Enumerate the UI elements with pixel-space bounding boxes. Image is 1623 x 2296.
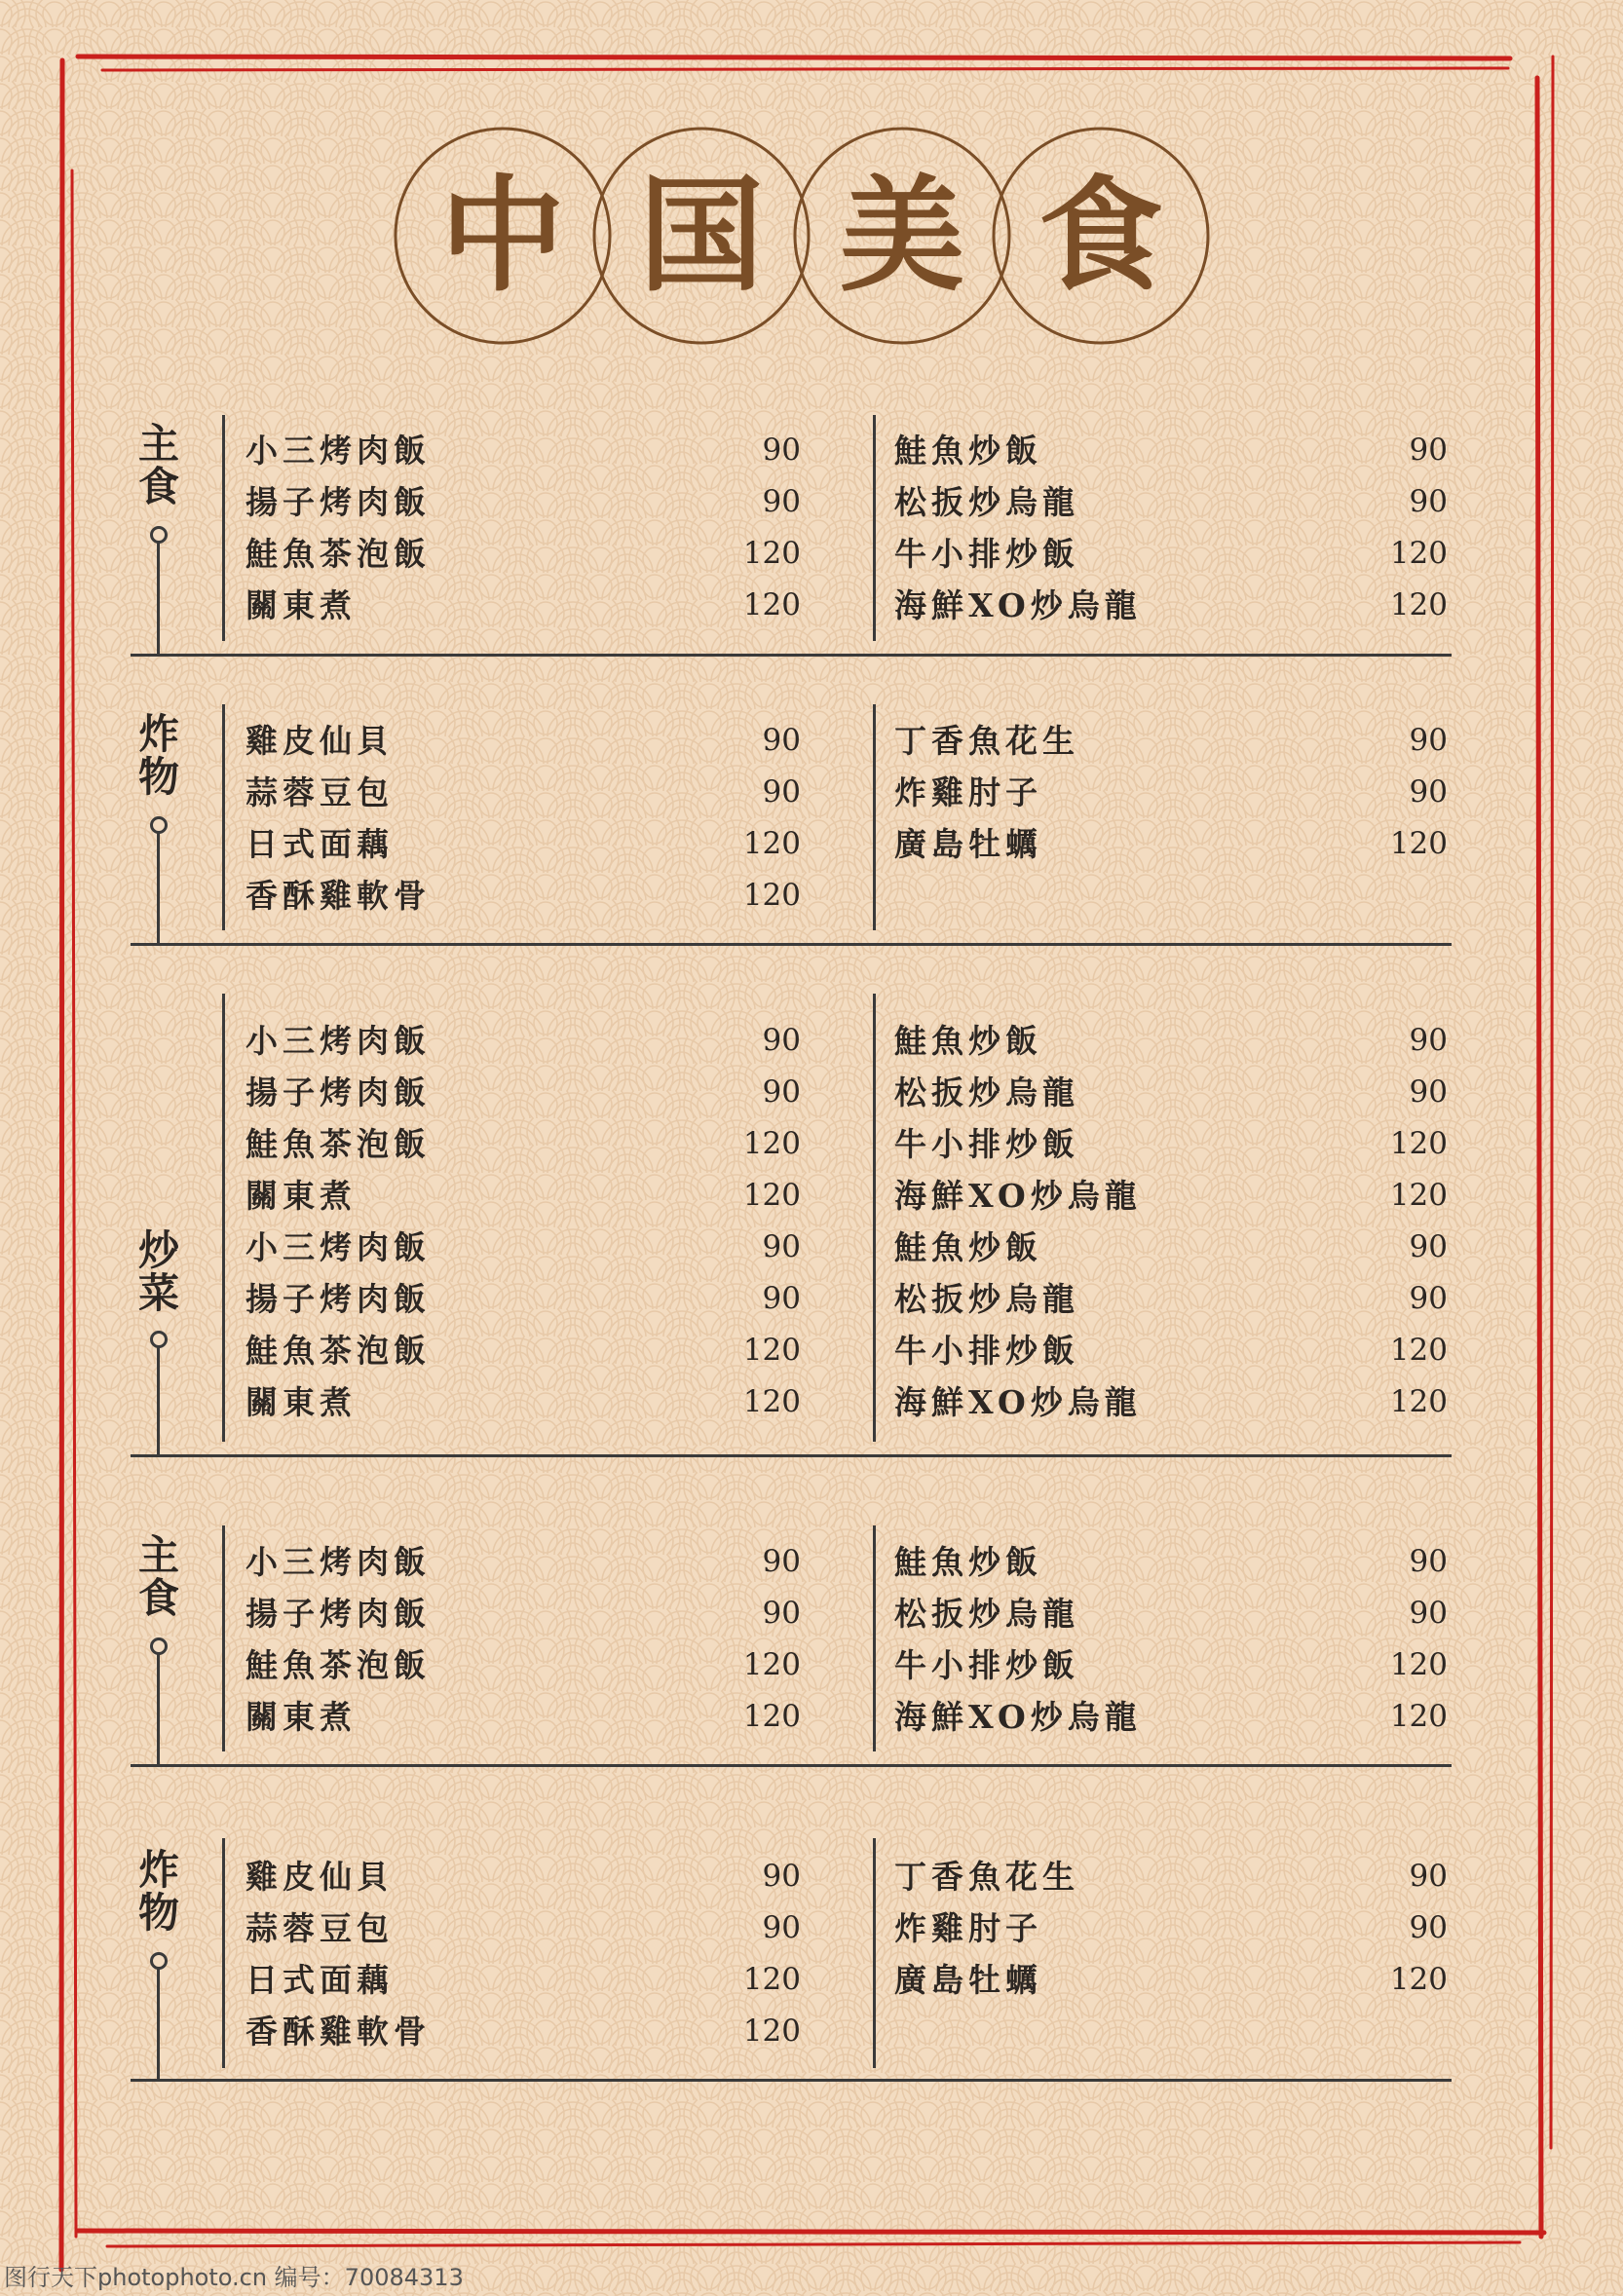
menu-item — [245, 1851, 801, 1902]
menu-item-price: 120 — [742, 1962, 801, 1997]
column-divider — [222, 1838, 225, 2068]
category-stem-line — [157, 1347, 160, 1457]
menu-item-price: 120 — [1389, 587, 1448, 622]
menu-item — [245, 767, 801, 818]
menu-item-name: 鮭魚炒飯 — [894, 1228, 1042, 1266]
menu-item — [245, 1067, 801, 1118]
menu-item-price: 120 — [742, 2014, 801, 2049]
menu-item-price: 90 — [762, 1910, 801, 1945]
menu-item-name: 鮭魚茶泡飯 — [245, 535, 431, 573]
menu-item-name: 揚子烤肉飯 — [245, 483, 431, 521]
category-label — [131, 420, 187, 510]
menu-item-name: 揚子烤肉飯 — [245, 1280, 431, 1318]
menu-item — [245, 870, 801, 922]
menu-item — [894, 1376, 1448, 1428]
menu-item — [894, 1851, 1448, 1902]
menu-item-price: 90 — [1409, 433, 1448, 468]
menu-item — [245, 528, 801, 580]
menu-item-price: 120 — [1389, 1178, 1448, 1213]
menu-item — [245, 1902, 801, 1954]
category-char: 食 — [137, 1574, 179, 1622]
menu-item — [894, 1222, 1448, 1273]
menu-item-price: 90 — [1409, 774, 1448, 809]
menu-item-price: 120 — [742, 878, 801, 913]
column-divider — [873, 415, 876, 641]
menu-item-name: 牛小排炒飯 — [894, 1125, 1079, 1163]
menu-item-name: 香酥雞軟骨 — [245, 877, 431, 915]
menu-item — [894, 1691, 1448, 1743]
menu-item-price: 90 — [1409, 1281, 1448, 1316]
category-char: 菜 — [137, 1269, 179, 1317]
menu-item-name: 丁香魚花生 — [894, 1858, 1079, 1896]
menu-section — [131, 704, 1452, 946]
watermark-text: 图行天下photophoto.cn 编号：70084313 — [4, 2264, 464, 2291]
menu-item — [245, 1954, 801, 2006]
menu-section — [131, 1525, 1452, 1767]
column-divider — [873, 1525, 876, 1751]
title-char: 美 — [839, 163, 964, 309]
menu-item-price: 120 — [1389, 1333, 1448, 1368]
menu-item — [894, 1067, 1448, 1118]
menu-item-price: 90 — [1409, 1229, 1448, 1264]
menu-item-name: 小三烤肉飯 — [245, 432, 431, 470]
column-divider — [873, 704, 876, 930]
menu-item-price: 90 — [762, 1229, 801, 1264]
menu-item-name: 日式面藕 — [245, 1961, 394, 1999]
menu-item-name: 關東煮 — [245, 1177, 357, 1215]
menu-item-name: 蒜蓉豆包 — [245, 1909, 394, 1947]
menu-item-name: 海鮮XO炒烏龍 — [894, 586, 1142, 624]
menu-item-price: 90 — [762, 723, 801, 758]
category-label — [131, 1226, 187, 1317]
menu-item — [245, 1376, 801, 1428]
menu-item-price: 120 — [742, 1333, 801, 1368]
menu-item — [894, 1170, 1448, 1222]
menu-item-price: 120 — [1389, 826, 1448, 861]
menu-item-price: 120 — [742, 1647, 801, 1682]
menu-item-name: 鮭魚茶泡飯 — [245, 1332, 431, 1370]
menu-item-name: 松扳炒烏龍 — [894, 483, 1079, 521]
menu-item-name: 小三烤肉飯 — [245, 1543, 431, 1581]
menu-item-price: 120 — [742, 587, 801, 622]
menu-item-price: 90 — [762, 1596, 801, 1631]
menu-item — [894, 1588, 1448, 1639]
menu-item-name: 海鮮XO炒烏龍 — [894, 1177, 1142, 1215]
category-char: 炸 — [137, 1846, 179, 1894]
category-ring-marker — [150, 1331, 168, 1348]
category-ring-marker — [150, 526, 168, 544]
column-divider — [222, 704, 225, 930]
menu-item-price: 120 — [1389, 1384, 1448, 1419]
menu-item-price: 120 — [742, 826, 801, 861]
menu-item-name: 鮭魚炒飯 — [894, 1543, 1042, 1581]
column-divider — [222, 994, 225, 1442]
menu-item-name: 揚子烤肉飯 — [245, 1595, 431, 1633]
section-divider — [131, 1764, 1452, 1767]
menu-title — [394, 123, 1214, 349]
menu-item-price: 120 — [1389, 1647, 1448, 1682]
category-char: 主 — [137, 1531, 179, 1579]
menu-section — [131, 415, 1452, 657]
column-divider — [873, 1838, 876, 2068]
menu-item — [894, 1954, 1448, 2006]
menu-item-name: 鮭魚茶泡飯 — [245, 1125, 431, 1163]
menu-item-price: 90 — [762, 484, 801, 519]
menu-item — [894, 1015, 1448, 1067]
column-divider — [222, 1525, 225, 1751]
menu-item-price: 90 — [1409, 1596, 1448, 1631]
menu-item-price: 120 — [742, 1699, 801, 1734]
menu-item — [245, 1170, 801, 1222]
menu-item — [894, 818, 1448, 870]
menu-item-name: 廣島牡蠣 — [894, 1961, 1042, 1999]
menu-item — [894, 580, 1448, 631]
menu-item — [894, 1639, 1448, 1691]
menu-item-price: 90 — [1409, 1859, 1448, 1894]
menu-item-price: 120 — [742, 1384, 801, 1419]
menu-item — [894, 767, 1448, 818]
category-stem-line — [157, 1654, 160, 1767]
category-char: 物 — [137, 1889, 179, 1937]
menu-item-name: 松扳炒烏龍 — [894, 1073, 1079, 1111]
category-char: 主 — [137, 420, 179, 468]
menu-section — [131, 994, 1452, 1457]
menu-item — [245, 1325, 801, 1376]
menu-item-name: 小三烤肉飯 — [245, 1228, 431, 1266]
menu-item-price: 90 — [1409, 1544, 1448, 1579]
section-divider — [131, 1454, 1452, 1457]
menu-item — [245, 580, 801, 631]
category-char: 炸 — [137, 710, 179, 758]
menu-item — [245, 2006, 801, 2057]
menu-item-name: 雞皮仙貝 — [245, 1858, 394, 1896]
menu-item-name: 揚子烤肉飯 — [245, 1073, 431, 1111]
column-divider — [873, 994, 876, 1442]
menu-item-price: 120 — [742, 536, 801, 571]
menu-item — [894, 1536, 1448, 1588]
category-stem-line — [157, 833, 160, 946]
category-char: 炒 — [137, 1226, 179, 1274]
menu-item-name: 牛小排炒飯 — [894, 1332, 1079, 1370]
title-char: 国 — [638, 163, 764, 309]
menu-item — [894, 1902, 1448, 1954]
menu-item-name: 炸雞肘子 — [894, 773, 1042, 811]
category-ring-marker — [150, 1952, 168, 1970]
menu-item-name: 鮭魚炒飯 — [894, 1022, 1042, 1060]
menu-item-price: 120 — [1389, 1126, 1448, 1161]
menu-section — [131, 1838, 1452, 2082]
menu-item-price: 90 — [1409, 723, 1448, 758]
menu-item-name: 蒜蓉豆包 — [245, 773, 394, 811]
menu-item — [894, 476, 1448, 528]
section-divider — [131, 654, 1452, 657]
menu-item-name: 鮭魚炒飯 — [894, 432, 1042, 470]
menu-item — [894, 715, 1448, 767]
menu-item — [245, 1588, 801, 1639]
menu-item-name: 廣島牡蠣 — [894, 825, 1042, 863]
category-char: 物 — [137, 753, 179, 801]
menu-item-price: 120 — [1389, 536, 1448, 571]
menu-item-name: 香酥雞軟骨 — [245, 2013, 431, 2051]
menu-item — [245, 1639, 801, 1691]
menu-item-price: 120 — [742, 1126, 801, 1161]
menu-item-price: 90 — [762, 1074, 801, 1110]
menu-item-price: 90 — [762, 774, 801, 809]
title-char: 食 — [1038, 163, 1163, 309]
menu-item — [245, 1691, 801, 1743]
category-stem-line — [157, 1969, 160, 2082]
menu-item — [245, 476, 801, 528]
menu-item-name: 關東煮 — [245, 586, 357, 624]
menu-item-price: 90 — [762, 1023, 801, 1058]
menu-item-price: 120 — [1389, 1699, 1448, 1734]
category-char: 食 — [137, 463, 179, 510]
menu-item-name: 關東煮 — [245, 1698, 357, 1736]
menu-item-name: 松扳炒烏龍 — [894, 1280, 1079, 1318]
menu-item-price: 90 — [1409, 1910, 1448, 1945]
category-label — [131, 1846, 187, 1937]
category-ring-marker — [150, 1637, 168, 1655]
menu-item-name: 炸雞肘子 — [894, 1909, 1042, 1947]
menu-item — [245, 818, 801, 870]
menu-item-price: 90 — [762, 1859, 801, 1894]
menu-item — [245, 1118, 801, 1170]
menu-item-name: 牛小排炒飯 — [894, 535, 1079, 573]
category-label — [131, 710, 187, 801]
menu-item-price: 90 — [762, 1281, 801, 1316]
title-char: 中 — [439, 163, 565, 309]
menu-item-name: 關東煮 — [245, 1383, 357, 1421]
menu-item-price: 90 — [762, 433, 801, 468]
menu-item-name: 日式面藕 — [245, 825, 394, 863]
menu-item-price: 90 — [762, 1544, 801, 1579]
menu-item-name: 松扳炒烏龍 — [894, 1595, 1079, 1633]
menu-item — [245, 1015, 801, 1067]
menu-item — [894, 528, 1448, 580]
menu-item — [245, 715, 801, 767]
menu-item — [894, 1273, 1448, 1325]
menu-item — [894, 425, 1448, 476]
menu-item — [245, 1222, 801, 1273]
menu-item-price: 90 — [1409, 1023, 1448, 1058]
menu-item-name: 雞皮仙貝 — [245, 722, 394, 760]
section-divider — [131, 943, 1452, 946]
menu-item — [245, 1536, 801, 1588]
menu-item-name: 牛小排炒飯 — [894, 1646, 1079, 1684]
column-divider — [222, 415, 225, 641]
menu-item — [245, 1273, 801, 1325]
menu-item — [894, 1118, 1448, 1170]
menu-item-name: 小三烤肉飯 — [245, 1022, 431, 1060]
menu-item-price: 90 — [1409, 484, 1448, 519]
menu-item — [245, 425, 801, 476]
category-stem-line — [157, 543, 160, 657]
menu-item-price: 120 — [1389, 1962, 1448, 1997]
menu-item — [894, 1325, 1448, 1376]
category-label — [131, 1531, 187, 1622]
menu-item-name: 海鮮XO炒烏龍 — [894, 1698, 1142, 1736]
section-divider — [131, 2079, 1452, 2082]
menu-item-price: 120 — [742, 1178, 801, 1213]
menu-item-name: 鮭魚茶泡飯 — [245, 1646, 431, 1684]
menu-item-name: 丁香魚花生 — [894, 722, 1079, 760]
category-ring-marker — [150, 816, 168, 834]
menu-item-name: 海鮮XO炒烏龍 — [894, 1383, 1142, 1421]
menu-item-price: 90 — [1409, 1074, 1448, 1110]
